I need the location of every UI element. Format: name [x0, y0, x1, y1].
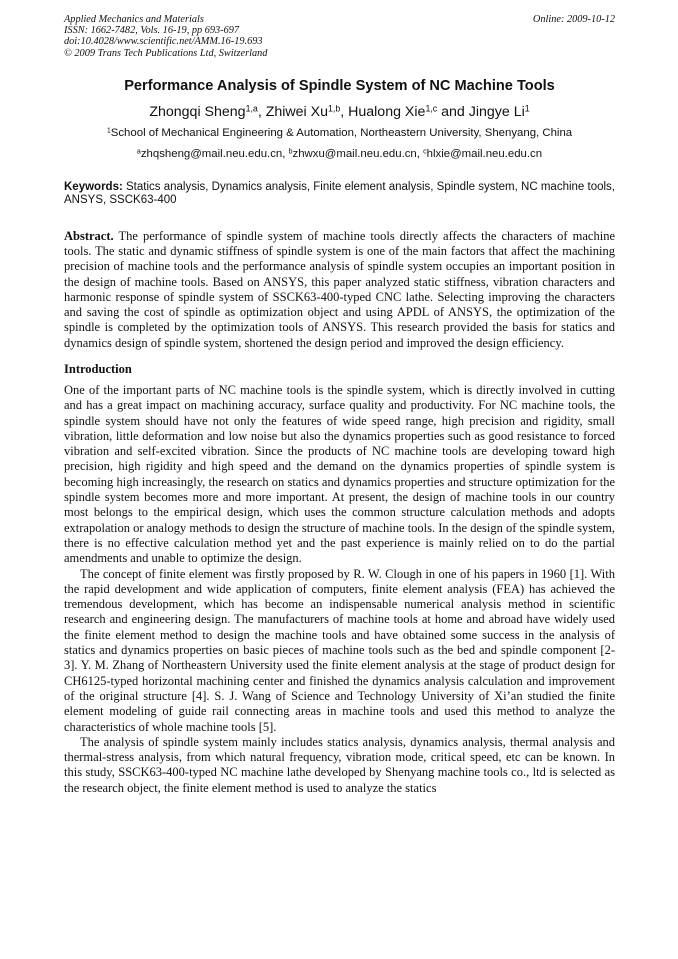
- email-address[interactable]: hlxie@mail.neu.edu.cn: [426, 147, 543, 160]
- abstract-label: Abstract.: [64, 228, 114, 243]
- abstract-text: The performance of spindle system of machine tools directly affects the characters of machine tools. The static and dynamic stiffness of spindle system is one of the main factors that affect the machining precision of machine tools and the performance analysis of spindle system occupies an important position in the design of machine tools. Based on ANSYS, this paper analyzed static stiffness, vibration characters and harmonic response of spindle system of SSCK63-400-typed CNC lathe. Selecting improving the characters and saving the cost of spindle as optimization object and using APDL of ANSYS, the optimization of the spindle is completed by the optimization tools of ANSYS. This research provided the basis for statics and dynamics design of spindle system, shortened the design period and improved the design efficiency.: [64, 228, 615, 350]
- affiliation-text: School of Mechanical Engineering & Automation, Northeastern University, Shenyang, China: [110, 126, 573, 139]
- author-list: [64, 104, 615, 120]
- author-affil-mark: 1: [524, 103, 530, 114]
- email-mark: a: [136, 148, 141, 156]
- journal-copyright: © 2009 Trans Tech Publications Ltd, Switzerland: [64, 47, 268, 59]
- email-address[interactable]: zhwxu@mail.neu.edu.cn: [292, 147, 417, 160]
- email-sep: ,: [416, 147, 424, 160]
- journal-doi: doi:10.4028/www.scientific.net/AMM.16-19.693: [64, 36, 263, 48]
- author-name: Zhongqi Sheng: [149, 103, 246, 120]
- keywords-text: Statics analysis, Dynamics analysis, Finite element analysis, Spindle system, NC machine tools, ANSYS, SSCK63-400: [64, 180, 615, 207]
- author-name: Zhiwei Xu: [265, 103, 328, 120]
- author-sep: and: [437, 103, 469, 120]
- affiliation: [64, 127, 615, 139]
- keywords: [64, 181, 615, 208]
- online-date: Online: 2009-10-12: [532, 14, 615, 25]
- author-sep: ,: [257, 103, 266, 120]
- paper-page: [64, 14, 615, 796]
- keywords-label: Keywords:: [64, 180, 123, 193]
- email-address[interactable]: zhqsheng@mail.neu.edu.cn: [140, 147, 283, 160]
- email-sep: ,: [282, 147, 289, 160]
- email-mark: c: [423, 148, 427, 156]
- journal-name: Applied Mechanics and Materials: [64, 14, 204, 25]
- intro-paragraph: The concept of finite element was firstly proposed by R. W. Clough in one of his papers in 1960 [1]. With the rapid development and wide application of computers, finite element analysis (FEA) has achieved the tremendous development, which has become an indispensable numerical analysis method in scientific research and engineering design. The manufacturers of machine tools at home and abroad have widely used the finite element method to design the machine tools and have obtained some success in the analysis of statics and dynamics properties on basic pieces of machine tools such as the bed and spindle component [2-3]. Y. M. Zhang of Northeastern University used the finite element analysis at the stage of product design for CH6125-typed horizontal machining center and finished the dynamics analysis calculation and improvement of the original structure [4]. S. J. Wang of Science and Technology University of Xi’an studied the finite element modeling of guide rail connecting areas in machine tools and used this method to analyze the characteristics of whole machine tools [5].: [64, 566, 615, 734]
- intro-paragraph: The analysis of spindle system mainly includes statics analysis, dynamics analysis, thermal analysis and thermal-stress analysis, from which natural frequency, vibration mode, critical speed, etc can be known. In this study, SSCK63-400-typed NC machine lathe developed by Shenyang machine tools co., ltd is selected as the research object, the finite element method is used to analyze the statics: [64, 734, 615, 795]
- author-emails: [64, 148, 615, 160]
- author-name: Hualong Xie: [348, 103, 426, 120]
- author-name: Jingye Li: [468, 103, 525, 120]
- abstract: [64, 229, 615, 351]
- journal-issn: ISSN: 1662-7482, Vols. 16-19, pp 693-697: [64, 25, 240, 37]
- author-affil-mark: 1,a: [245, 103, 258, 114]
- author-sep: ,: [340, 103, 349, 120]
- affiliation-mark: 1: [106, 127, 111, 135]
- paper-title: Performance Analysis of Spindle System of NC Machine Tools: [124, 77, 555, 94]
- email-mark: b: [288, 148, 293, 156]
- section-heading-introduction: Introduction: [64, 362, 132, 376]
- journal-header: [64, 14, 615, 59]
- intro-paragraph: One of the important parts of NC machine tools is the spindle system, which is directly involved in cutting and has a great impact on machining accuracy, surface quality and productivity. For NC machine tools, the spindle system should have not only the features of wide speed range, high precision and rigidity, small vibration, little deformation and low noise but also the dynamics properties such as good resistance to forced vibration and self-excited vibration. Since the products of NC machine tools are developing toward high precision, high rigidity and high speed and the demand on the dynamics properties of spindle system is becoming high increasingly, the research on statics and dynamics properties and structure optimization for the spindle system becomes more and more important. At present, the design of machine tools in our country most belongs to the empirical design, which uses the common structure calculation methods and adopts extrapolation or analogy methods to design the structure of machine tools. In the design of the spindle system, there is no effective calculation method yet and the past experience is mainly relied on to do the partial amendments and unable to optimize the design.: [64, 383, 615, 566]
- author-affil-mark: 1,b: [328, 103, 341, 114]
- author-affil-mark: 1,c: [425, 103, 438, 114]
